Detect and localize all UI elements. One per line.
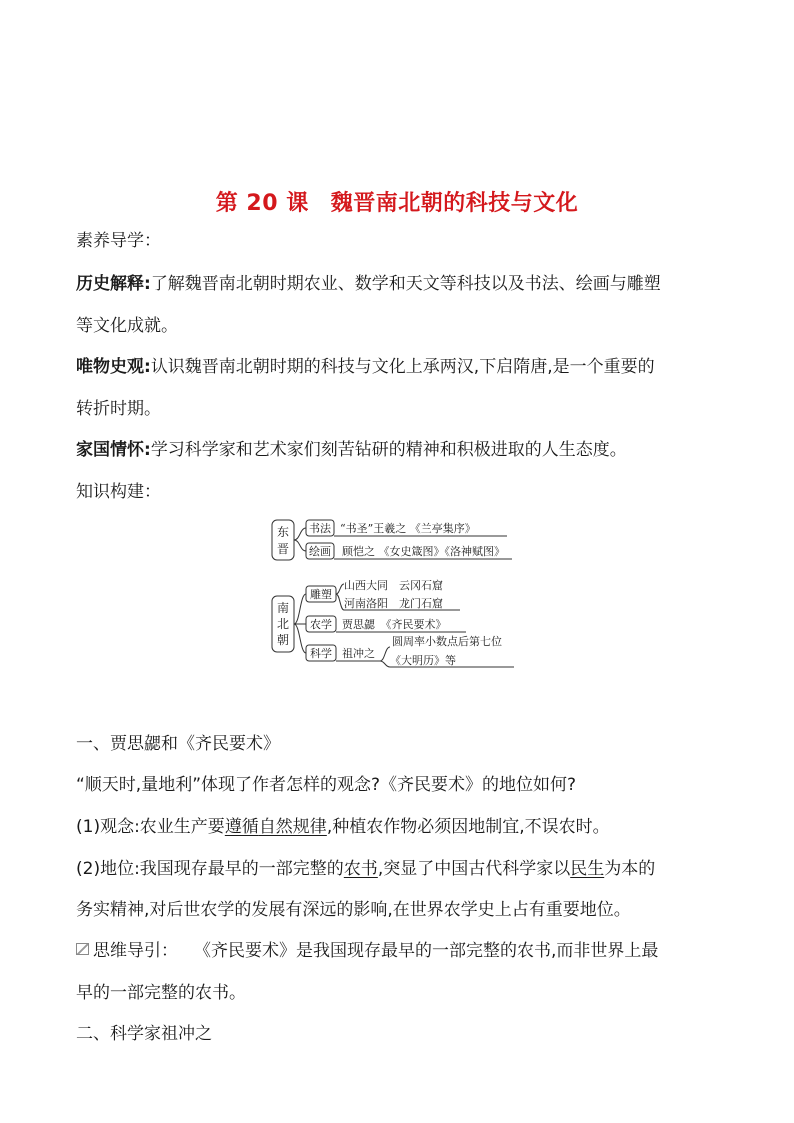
pencil-note-icon — [76, 943, 89, 955]
answer-1-post: ,种植农作物必须因地制宜,不误农时。 — [326, 817, 610, 837]
section1-heading: 一、贾思勰和《齐民要术》 — [76, 734, 280, 754]
history-label: 历史解释: — [76, 274, 151, 294]
painting-tag: 绘画 — [309, 545, 331, 558]
answer-2-line-2: 务实精神,对后世农学的发展有深远的影响,在世界农学史上占有重要地位。 — [76, 900, 631, 920]
materialism-label: 唯物史观: — [76, 357, 151, 377]
painting-text: 顾恺之 《女史箴图》《洛神赋图》 — [342, 545, 505, 558]
calligraphy-tag: 书法 — [309, 522, 331, 535]
science-row-1: 圆周率小数点后第七位 — [392, 635, 502, 648]
south-north-char-2: 北 — [276, 617, 290, 631]
patriotism-line — [76, 438, 627, 462]
answer-2-keyword-1: 农书 — [343, 859, 378, 879]
knowledge-diagram — [264, 512, 526, 676]
knowledge-heading: 知识构建： — [76, 482, 161, 502]
answer-1-keyword-2: 自然规律 — [258, 817, 327, 837]
south-north-char-3: 朝 — [276, 633, 290, 647]
history-text-1: 了解魏晋南北朝时期农业、数学和天文等科技以及书法、绘画与雕塑 — [150, 274, 661, 294]
sculpture-branch — [336, 584, 344, 610]
south-north-char-1: 南 — [276, 601, 290, 615]
south-north-branch — [294, 594, 306, 653]
history-text-2: 等文化成就。 — [76, 316, 178, 336]
answer-1-pre: (1)观念:农业生产要 — [76, 817, 225, 837]
east-jin-branch — [294, 528, 306, 551]
calligraphy-text: “书圣”王羲之 《兰亭集序》 — [340, 522, 476, 535]
answer-2-pre: (2)地位:我国现存最早的一部完整的 — [76, 859, 344, 879]
tip-line-1 — [76, 939, 658, 963]
science-person: 祖冲之 — [342, 647, 375, 660]
materialism-line-1 — [76, 355, 655, 379]
guide-heading: 素养导学： — [76, 231, 161, 251]
section1-question: “顺天时,量地利”体现了作者怎样的观念?《齐民要术》的地位如何? — [76, 775, 577, 795]
answer-2-mid: ,突显了中国古代科学家以 — [377, 859, 571, 879]
knowledge-diagram-svg — [264, 512, 526, 676]
science-row-2: 《大明历》等 — [390, 654, 456, 667]
agriculture-text: 贾思勰 《齐民要术》 — [342, 618, 447, 631]
patriotism-label: 家国情怀: — [76, 440, 151, 460]
east-jin-char-1: 东 — [276, 525, 290, 539]
tip-text-1: 《齐民要术》是我国现存最早的一部完整的农书,而非世界上最 — [194, 941, 659, 961]
materialism-text-2: 转折时期。 — [76, 399, 161, 419]
sculpture-row-1: 山西大同 云冈石窟 — [344, 579, 443, 592]
materialism-text-1: 认识魏晋南北朝时期的科技与文化上承两汉,下启隋唐,是一个重要的 — [150, 357, 655, 377]
section2-heading: 二、科学家祖冲之 — [76, 1024, 212, 1044]
lesson-number: 第 20 课 — [215, 191, 309, 216]
sculpture-row-2: 河南洛阳 龙门石窟 — [344, 597, 443, 610]
sculpture-tag: 雕塑 — [310, 588, 332, 601]
history-line-1 — [76, 272, 661, 296]
lesson-topic: 魏晋南北朝的科技与文化 — [330, 191, 579, 216]
answer-2-line-1 — [76, 857, 655, 881]
patriotism-text: 学习科学家和艺术家们刻苦钻研的精神和积极进取的人生态度。 — [150, 440, 627, 460]
answer-2-keyword-2: 民生 — [570, 859, 605, 879]
science-branch — [380, 647, 390, 667]
lesson-title — [0, 186, 794, 217]
answer-1 — [76, 815, 610, 839]
answer-2-post: 为本的 — [604, 859, 656, 879]
east-jin-char-2: 晋 — [276, 542, 290, 556]
answer-1-keyword-1: 遵循 — [224, 817, 259, 837]
tip-text-2: 早的一部完整的农书。 — [76, 983, 246, 1003]
agriculture-tag: 农学 — [310, 618, 332, 631]
science-tag: 科学 — [310, 647, 332, 660]
tip-label: 思维导引： — [93, 941, 178, 961]
